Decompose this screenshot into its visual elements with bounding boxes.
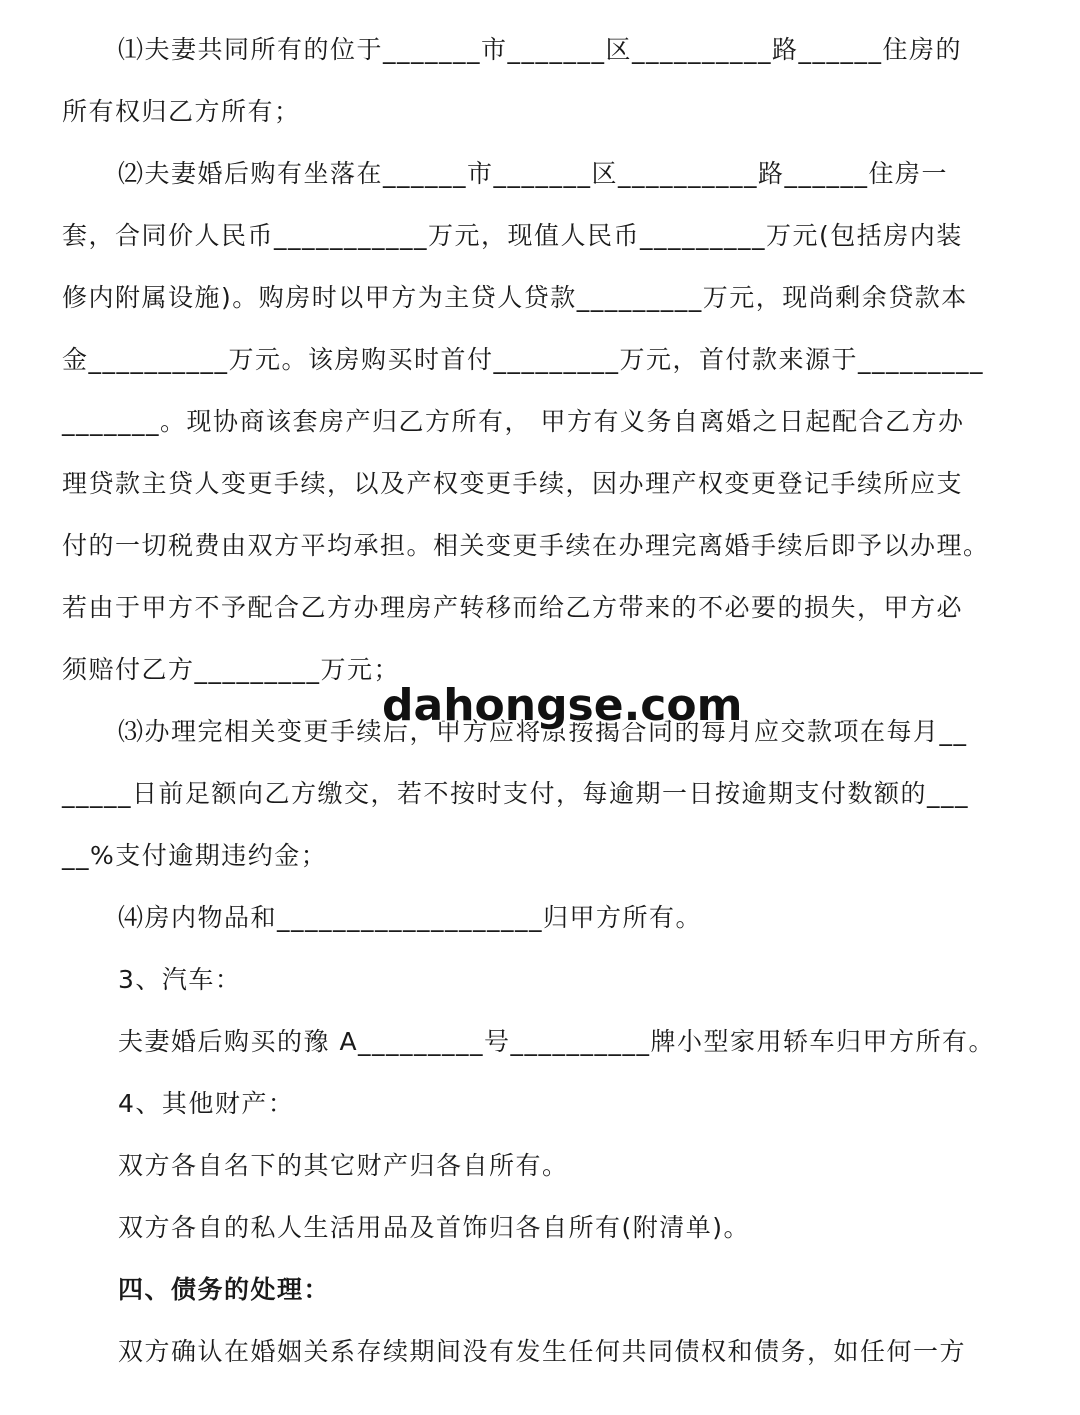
paragraph-line: 若由于甲方不予配合乙方办理房产转移而给乙方带来的不必要的损失，甲方必 [62, 593, 964, 622]
paragraph-line: 金__________万元。该房购买时首付_________万元，首付款来源于_________ [62, 345, 985, 374]
paragraph-line: ⑵夫妻婚后购有坐落在______市_______区__________路______住房一 [118, 159, 949, 188]
paragraph-line: 付的一切税费由双方平均承担。相关变更手续在办理完离婚手续后即予以办理。 [62, 531, 990, 560]
paragraph-line: _____日前足额向乙方缴交，若不按时支付，每逾期一日按逾期支付数额的___ [62, 779, 970, 808]
paragraph-line: 套，合同价人民币___________万元，现值人民币_________万元(包括房内装 [62, 221, 963, 250]
paragraph-line: 夫妻婚后购买的豫 A_________号__________牌小型家用轿车归甲方所有。 [118, 1027, 996, 1056]
paragraph-line: 理贷款主贷人变更手续，以及产权变更手续，因办理产权变更登记手续所应支 [62, 469, 964, 498]
section-heading: 4、其他财产： [118, 1089, 295, 1118]
paragraph-line: 双方各自名下的其它财产归各自所有。 [118, 1151, 569, 1180]
section-heading-bold: 四、债务的处理： [118, 1275, 331, 1304]
paragraph-line: 双方确认在婚姻关系存续期间没有发生任何共同债权和债务，如任何一方 [118, 1337, 967, 1366]
paragraph-line: __%支付逾期违约金； [62, 841, 328, 870]
paragraph-line: 须赔付乙方_________万元； [62, 655, 401, 684]
section-heading: 3、汽车： [118, 965, 242, 994]
paragraph-line: 所有权归乙方所有； [62, 97, 301, 126]
paragraph-line: ⑷房内物品和___________________归甲方所有。 [118, 903, 703, 932]
paragraph-line: ⑴夫妻共同所有的位于_______市_______区__________路______住房的 [118, 35, 963, 64]
paragraph-line: 双方各自的私人生活用品及首饰归各自所有(附清单)。 [118, 1213, 751, 1242]
watermark-text: dahongse.com [382, 680, 743, 731]
paragraph-line: _______。现协商该套房产归乙方所有， 甲方有义务自离婚之日起配合乙方办 [62, 407, 965, 436]
paragraph-line: ⑶办理完相关变更手续后，甲方应将原按揭合同的每月应交款项在每月__ [118, 717, 968, 746]
paragraph-line: 修内附属设施)。购房时以甲方为主贷人贷款_________万元，现尚剩余贷款本 [62, 283, 968, 312]
